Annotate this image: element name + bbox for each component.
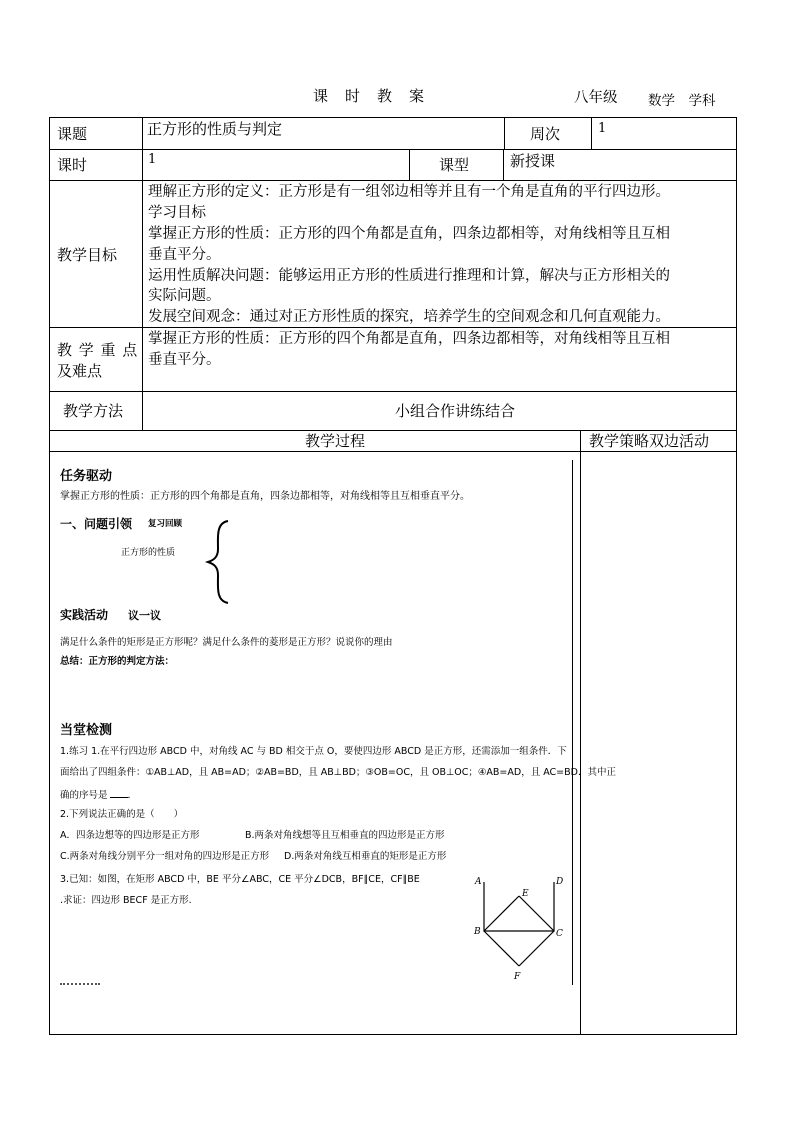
method-label: 教学方法 [63, 402, 124, 420]
grade-label: 八年级 [574, 90, 618, 106]
question-item: 正方形的性质 [121, 548, 176, 558]
keypoints-line: 垂直平分。 [148, 352, 221, 368]
goals-line: 掌握正方形的性质：正方形的四个角都是直角，四条边都相等，对角线相等且互相 [148, 226, 670, 242]
curly-brace-icon [204, 519, 232, 605]
subject-label: 数学 学科 [648, 93, 716, 109]
exercise-2-option-a: A．四条边想等的四边形是正方形 [60, 830, 200, 841]
keypoints-label: 教 学 重 点 [57, 341, 139, 359]
summary-text: 总结：正方形的判定方法： [60, 656, 175, 667]
task-text: 掌握正方形的性质：正方形的四个角都是直角，四条边都相等，对角线相等且互相垂直平分。 [60, 491, 470, 502]
goals-line: 垂直平分。 [148, 247, 221, 263]
week-label: 周次 [530, 125, 561, 143]
method-value: 小组合作讲练结合 [395, 402, 516, 420]
figure-label-e: E [522, 889, 529, 899]
exercise-2-option-c: C.两条对角线分别平分一组对角的四边形是正方形 [60, 851, 270, 862]
figure-lines [484, 882, 554, 966]
exercise-1-period: ． [127, 790, 138, 801]
figure-label-b: B [474, 927, 481, 937]
exercise-2-stem: 2.下列说法正确的是（ ） [60, 809, 184, 820]
practice-text: 满足什么条件的矩形是正方形呢？满足什么条件的菱形是正方形？说说你的理由 [60, 637, 393, 648]
exercise-1-line: 面给出了四组条件：①AB⊥AD，且 AB=AD；②AB=BD，且 AB⊥BD；③OB=OC，且 OB⊥OC；④AB=AD，且 AC=BD．其中正 [60, 767, 616, 778]
topic-label: 课题 [57, 125, 88, 143]
goals-line: 发展空间观念：通过对正方形性质的探究，培养学生的空间观念和几何直观能力。 [148, 309, 670, 325]
exercise-1-end: 确的序号是 [60, 790, 108, 801]
question-title: 一、问题引领 [60, 517, 133, 531]
exercise-1-line: 1.练习 1.在平行四边形 ABCD 中，对角线 AC 与 BD 相交于点 O，要使四边形 ABCD 是正方形，还需添加一组条件．下 [60, 746, 567, 757]
goals-line: 理解正方形的定义：正方形是有一组邻边相等并且有一个角是直角的平行四边形。 [148, 184, 670, 200]
figure-label-c: C [556, 929, 563, 939]
exercise-3-line: .求证：四边形 BECF 是正方形. [60, 895, 192, 906]
keypoints-label-2: 及难点 [57, 362, 103, 380]
answer-blank [110, 787, 128, 798]
period-label: 课时 [57, 156, 88, 174]
clipped-text-fragment [60, 983, 100, 987]
figure-label-d: D [556, 877, 564, 887]
goals-label: 教学目标 [57, 246, 118, 264]
task-title: 任务驱动 [60, 469, 113, 484]
strategy-header: 教学策略双边活动 [589, 432, 710, 450]
topic-value: 正方形的性质与判定 [147, 120, 283, 138]
rectangle-square-figure [472, 872, 572, 984]
exercise-3-line: 3.已知：如图，在矩形 ABCD 中，BE 平分∠ABC，CE 平分∠DCB，BF∥CE，CF∥BE [60, 874, 420, 885]
period-value: 1 [148, 152, 157, 167]
keypoints-line: 掌握正方形的性质：正方形的四个角都是直角，四条边都相等，对角线相等且互相 [148, 331, 670, 347]
process-header: 教学过程 [305, 432, 366, 450]
type-label: 课型 [439, 156, 470, 174]
type-value: 新授课 [510, 152, 556, 170]
figure-label-a: A [475, 877, 482, 887]
check-title: 当堂检测 [60, 723, 113, 738]
exercise-2-option-b: B.两条对角线想等且互相垂直的四边形是正方形 [245, 830, 445, 841]
goals-line: 学习目标 [148, 205, 206, 221]
week-value: 1 [598, 121, 607, 136]
figure-label-f: F [514, 972, 521, 982]
exercise-1-line [60, 787, 137, 803]
question-subtitle: 复习回顾 [148, 519, 183, 529]
exercise-2-option-d: D.两条对角线互相垂直的矩形是正方形 [284, 851, 447, 862]
goals-line: 运用性质解决问题：能够运用正方形的性质进行推理和计算，解决与正方形相关的 [148, 268, 670, 284]
goals-line: 实际问题。 [148, 288, 221, 304]
document-title: 课 时 教 案 [313, 87, 426, 105]
practice-title: 实践活动 [60, 608, 109, 622]
practice-subtitle: 议一议 [128, 609, 161, 622]
